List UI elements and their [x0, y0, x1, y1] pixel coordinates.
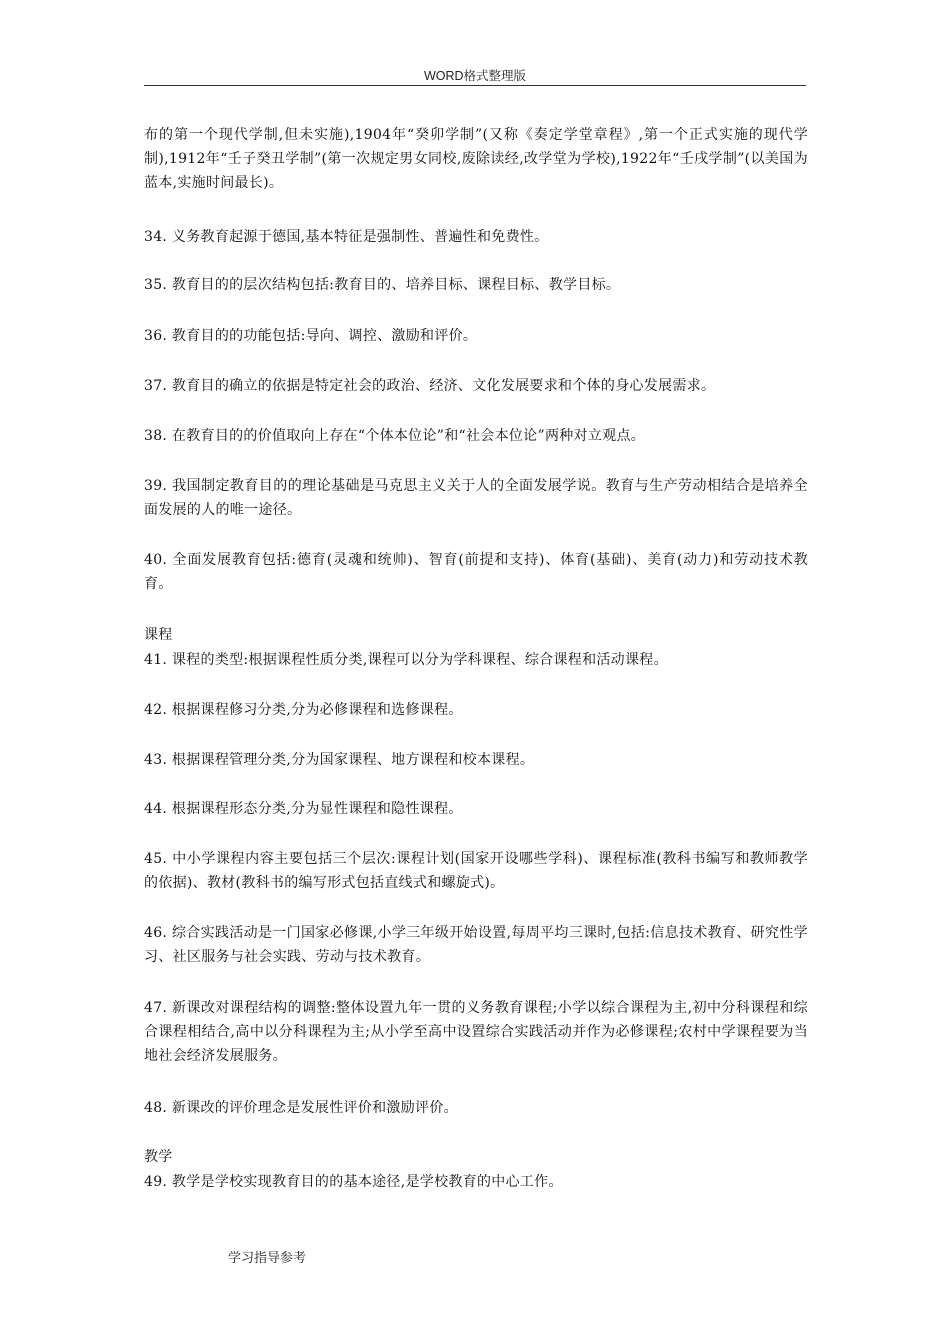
paragraph-34: 34. 义务教育起源于德国,基本特征是强制性、普遍性和免费性。 [144, 229, 549, 245]
section-heading-teaching: 教学 [144, 1149, 173, 1165]
page-header: WORD格式整理版 [423, 69, 527, 83]
paragraph-39: 39. 我国制定教育目的的理论基础是马克思主义关于人的全面发展学说。教育与生产劳动相结合是培养全面发展的人的唯一途径。 [144, 478, 808, 518]
paragraph-school-systems: 布的第一个现代学制,但未实施),1904年“癸卯学制”(又称《奏定学堂章程》,第一个正式实施的现代学制),1912年“壬子癸丑学制”(第一次规定男女同校,废除读经,改学堂为学校),1922年“壬戌学制”(以美国为蓝本,实施时间最长)。 [144, 127, 808, 191]
paragraph-37: 37. 教育目的确立的依据是特定社会的政治、经济、文化发展要求和个体的身心发展需求。 [144, 378, 716, 394]
paragraph-49: 49. 教学是学校实现教育目的的基本途径,是学校教育的中心工作。 [144, 1174, 563, 1190]
paragraph-36: 36. 教育目的的功能包括:导向、调控、激励和评价。 [144, 328, 478, 344]
paragraph-48: 48. 新课改的评价理念是发展性评价和激励评价。 [144, 1100, 458, 1116]
page-footer: 学习指导参考 [228, 1250, 307, 1265]
paragraph-41: 41. 课程的类型:根据课程性质分类,课程可以分为学科课程、综合课程和活动课程。 [144, 652, 668, 668]
paragraph-44: 44. 根据课程形态分类,分为显性课程和隐性课程。 [144, 801, 463, 817]
paragraph-45: 45. 中小学课程内容主要包括三个层次:课程计划(国家开设哪些学科)、课程标准(教科书编写和教师教学的依据)、教材(教科书的编写形式包括直线式和螺旋式)。 [144, 851, 808, 891]
paragraph-47: 47. 新课改对课程结构的调整:整体设置九年一贯的义务教育课程;小学以综合课程为主,初中分科课程和综合课程相结合,高中以分科课程为主;从小学至高中设置综合实践活动并作为必修课程;农村中学课程要为当地社会经济发展服务。 [144, 1000, 808, 1064]
section-heading-curriculum: 课程 [144, 627, 173, 643]
header-divider [144, 85, 806, 86]
paragraph-43: 43. 根据课程管理分类,分为国家课程、地方课程和校本课程。 [144, 752, 535, 768]
paragraph-35: 35. 教育目的的层次结构包括:教育目的、培养目标、课程目标、教学目标。 [144, 277, 621, 293]
paragraph-46: 46. 综合实践活动是一门国家必修课,小学三年级开始设置,每周平均三课时,包括:信息技术教育、研究性学习、社区服务与社会实践、劳动与技术教育。 [144, 925, 808, 965]
paragraph-40: 40. 全面发展教育包括:德育(灵魂和统帅)、智育(前提和支持)、体育(基础)、美育(动力)和劳动技术教育。 [144, 552, 808, 592]
paragraph-38: 38. 在教育目的的价值取向上存在“个体本位论”和“社会本位论”两种对立观点。 [144, 428, 646, 444]
paragraph-42: 42. 根据课程修习分类,分为必修课程和选修课程。 [144, 702, 463, 718]
